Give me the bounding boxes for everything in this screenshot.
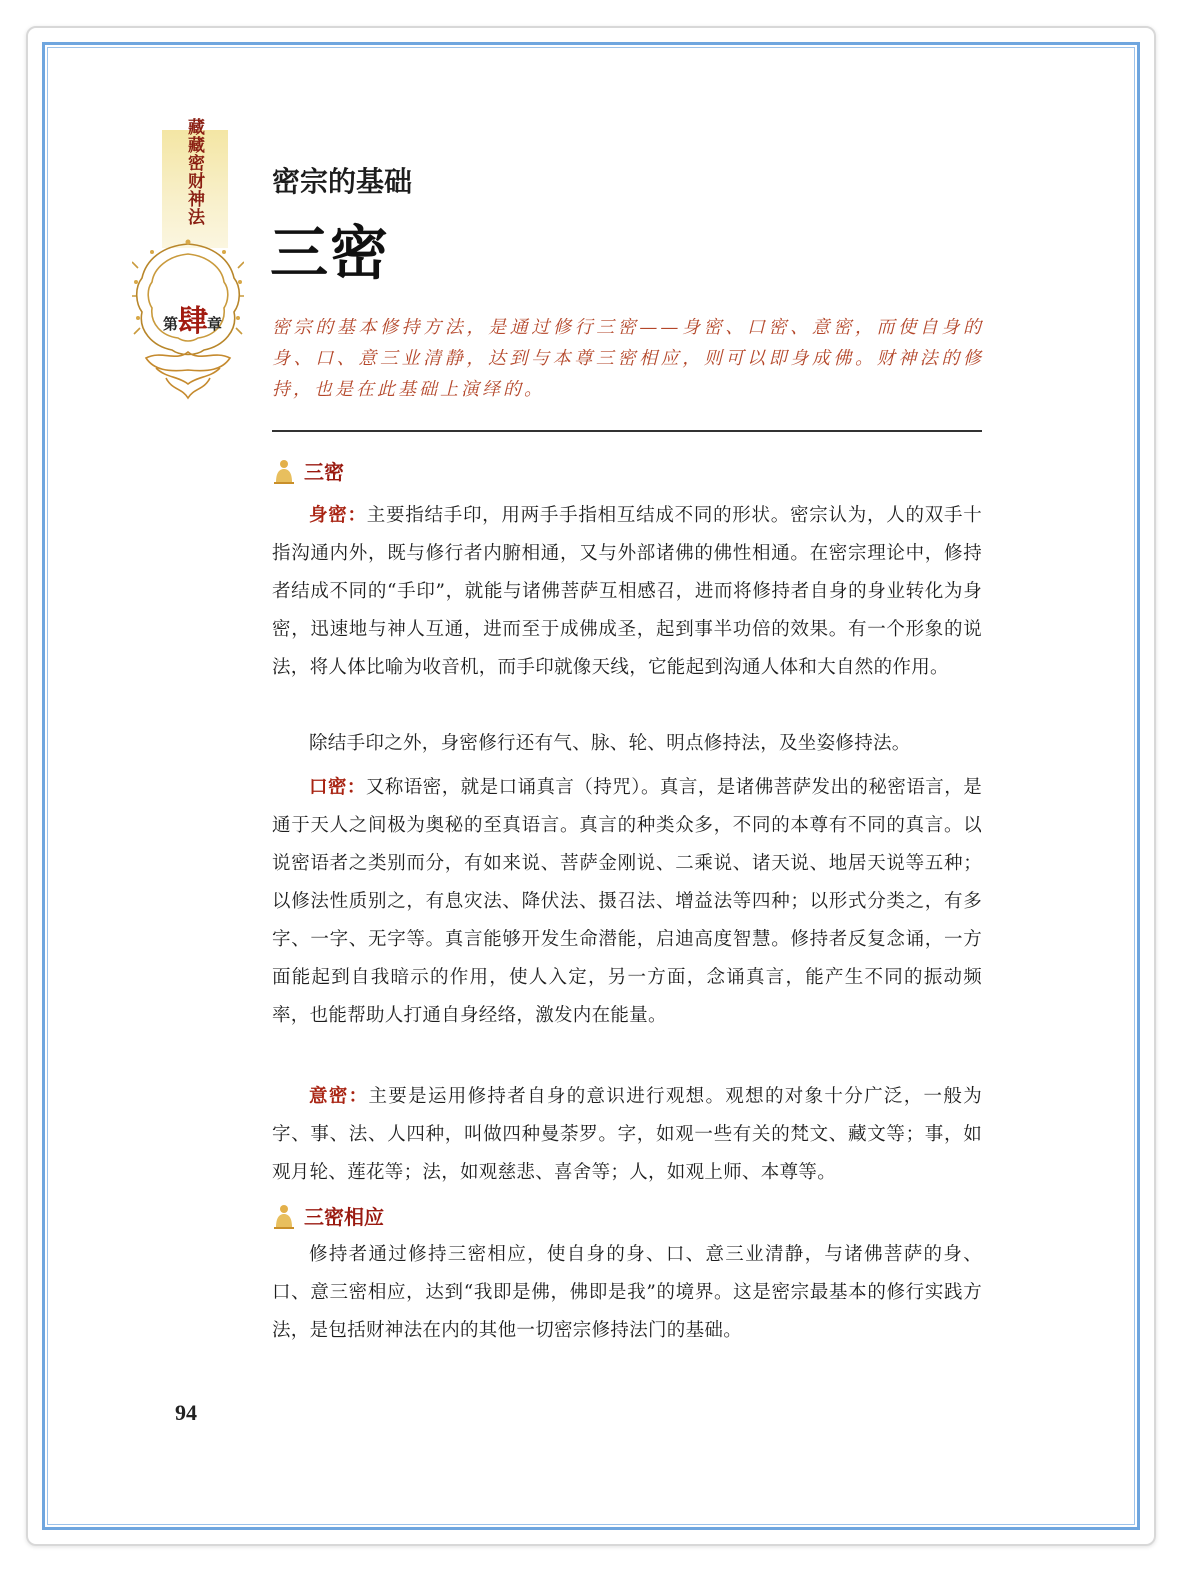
section-subtitle: 密宗的基础	[272, 165, 413, 198]
page-title: 三密	[270, 219, 391, 287]
section-title: 三密	[304, 460, 344, 484]
paragraph-yimi	[272, 1078, 982, 1192]
section-title: 三密相应	[304, 1205, 384, 1229]
paragraph-text: 又称语密，就是口诵真言（持咒）。真言，是诸佛菩萨发出的秘密语言，是通于天人之间极为奥秘的至真语言。真言的种类众多，不同的本尊有不同的真言。以说密语者之类别而分，有如来说、菩萨金刚说、二乘说、诸天说、地居天说等五种；以修法性质别之，有息灾法、降伏法、摄召法、增益法等四种；以形式分类之，有多字、一字、无字等。真言能够开发生命潜能，启迪高度智慧。修持者反复念诵，一方面能起到自我暗示的作用，使人入定，另一方面，念诵真言，能产生不同的振动频率，也能帮助人打通自身经络，激发内在能量。	[272, 777, 982, 1026]
term-label: 口密：	[309, 777, 366, 798]
buddha-icon	[272, 458, 296, 484]
term-label: 意密：	[309, 1086, 369, 1107]
chapter-prefix: 第	[163, 315, 179, 333]
paragraph-text: 除结手印之外，身密修行还有气、脉、轮、明点修持法，及坐姿修持法。	[309, 733, 911, 754]
divider-rule	[272, 430, 982, 432]
buddha-icon	[272, 1203, 296, 1229]
paragraph-shenmi-extra	[272, 725, 982, 763]
intro-paragraph: 密宗的基本修持方法，是通过修行三密——身密、口密、意密，而使自身的身、口、意三业清静，达到与本尊三密相应，则可以即身成佛。财神法的修持，也是在此基础上演绎的。	[272, 317, 984, 400]
paragraph-text: 修持者通过修持三密相应，使自身的身、口、意三业清静，与诸佛菩萨的身、口、意三密相应，达到“我即是佛，佛即是我”的境界。这是密宗最基本的修行实践方法，是包括财神法在内的其他一切密宗修持法门的基础。	[272, 1244, 982, 1341]
chapter-number: 肆	[178, 304, 208, 339]
paragraph-shenmi	[272, 497, 982, 687]
page-number: 94	[175, 1400, 197, 1425]
chapter-suffix: 章	[207, 315, 223, 333]
paragraph-koumi	[272, 769, 982, 1035]
term-label: 身密：	[309, 505, 367, 526]
book-title-vertical: 藏藏密财神法	[184, 118, 204, 226]
paragraph-text: 主要指结手印，用两手手指相互结成不同的形状。密宗认为，人的双手十指沟通内外，既与修行者内腑相通，又与外部诸佛的佛性相通。在密宗理论中，修持者结成不同的“手印”，就能与诸佛菩萨互相感召，进而将修持者自身的身业转化为身密，迅速地与神人互通，进而至于成佛成圣，起到事半功倍的效果。有一个形象的说法，将人体比喻为收音机，而手印就像天线，它能起到沟通人体和大自然的作用。	[272, 505, 982, 678]
paragraph-text: 主要是运用修持者自身的意识进行观想。观想的对象十分广泛，一般为字、事、法、人四种，叫做四种曼荼罗。字，如观一些有关的梵文、藏文等；事，如观月轮、莲花等；法，如观慈悲、喜舍等；人，如观上师、本尊等。	[272, 1086, 982, 1183]
paragraph-xiangying	[272, 1236, 982, 1350]
